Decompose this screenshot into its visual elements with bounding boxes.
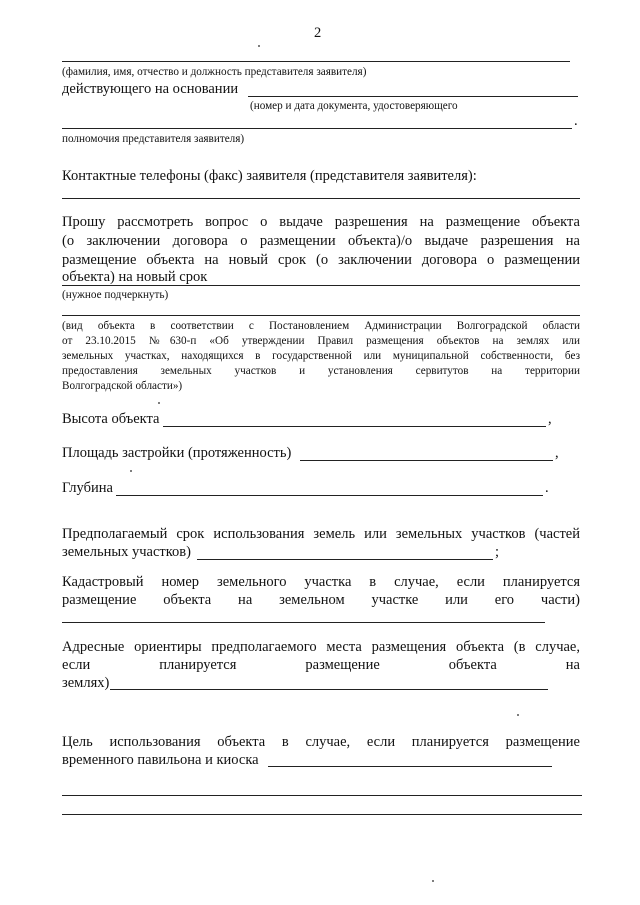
cadastral-field-line[interactable] <box>62 622 545 623</box>
rep-caption: (фамилия, имя, отчество и должность представителя заявителя) <box>62 66 367 78</box>
scan-speck <box>258 45 260 47</box>
acting-basis-line <box>248 96 578 97</box>
rep-name-line <box>62 61 570 62</box>
depth-line[interactable] <box>116 495 543 496</box>
term-semicolon: ; <box>495 544 500 560</box>
height-label: Высота объекта <box>62 411 160 427</box>
acting-basis-label: действующего на основании <box>62 81 239 97</box>
term-line-2: земельных участков) <box>62 544 191 560</box>
cadastral-line-2: размещение объекта на земельном участке или его части) <box>62 592 580 608</box>
depth-period: . <box>545 480 549 496</box>
area-comma: , <box>555 445 559 461</box>
doc-line-period: . <box>574 113 578 129</box>
purpose-field-line[interactable] <box>268 766 552 767</box>
purpose-line-2: временного павильона и киоска <box>62 752 259 768</box>
object-type-line <box>62 315 580 316</box>
scan-speck <box>158 402 160 404</box>
address-field-line[interactable] <box>110 689 548 690</box>
depth-label: Глубина <box>62 480 113 496</box>
scan-speck <box>130 470 132 472</box>
object-type-5: Волгоградской области») <box>62 380 183 392</box>
contacts-label: Контактные телефоны (факс) заявителя (представителя заявителя): <box>62 168 477 184</box>
underline-note: (нужное подчеркнуть) <box>62 289 169 301</box>
scan-speck <box>517 714 519 716</box>
page-number: 2 <box>314 25 322 41</box>
address-line-3: землях) <box>62 675 110 691</box>
object-type-1: (вид объекта в соответствии с Постановлением Администрации Волгоградской области <box>62 320 580 332</box>
term-field-line[interactable] <box>197 559 493 560</box>
scan-speck <box>432 880 434 882</box>
term-line-1: Предполагаемый срок использования земель или земельных участков (частей <box>62 526 580 542</box>
request-line-3: размещение объекта на новый срок (о заключении договора о размещении <box>62 252 580 268</box>
area-label: Площадь застройки (протяженность) <box>62 445 292 461</box>
contacts-line <box>62 198 580 199</box>
object-type-2: от 23.10.2015 №630-п «Об утверждении Правил размещения объектов на землях или <box>62 335 580 347</box>
request-line-1: Прошу рассмотреть вопрос о выдаче разрешения на размещение объекта <box>62 214 580 230</box>
purpose-extra-line-1[interactable] <box>62 795 582 796</box>
height-comma: , <box>548 411 552 427</box>
address-line-2: если планируется размещение объекта на <box>62 657 580 673</box>
object-type-3: земельных участках, находящихся в государственной или муниципальной собственности, без <box>62 350 580 362</box>
object-type-4: предоставления земельных участков и установления сервитутов на территории <box>62 365 580 377</box>
request-line-2: (о заключении договора о размещении объекта)/о выдаче разрешения на <box>62 233 580 249</box>
request-line-4: объекта) на новый срок <box>62 269 208 285</box>
doc-caption-1: (номер и дата документа, удостоверяющего <box>250 100 458 112</box>
purpose-line-1: Цель использования объекта в случае, если планируется размещение <box>62 734 580 750</box>
area-line[interactable] <box>300 460 553 461</box>
request-line-underline <box>62 285 580 286</box>
doc-caption-2: полномочия представителя заявителя) <box>62 133 245 145</box>
doc-line <box>62 128 572 129</box>
purpose-extra-line-2[interactable] <box>62 814 582 815</box>
cadastral-line-1: Кадастровый номер земельного участка в случае, если планируется <box>62 574 580 590</box>
height-line[interactable] <box>163 426 546 427</box>
address-line-1: Адресные ориентиры предполагаемого места размещения объекта (в случае, <box>62 639 580 655</box>
